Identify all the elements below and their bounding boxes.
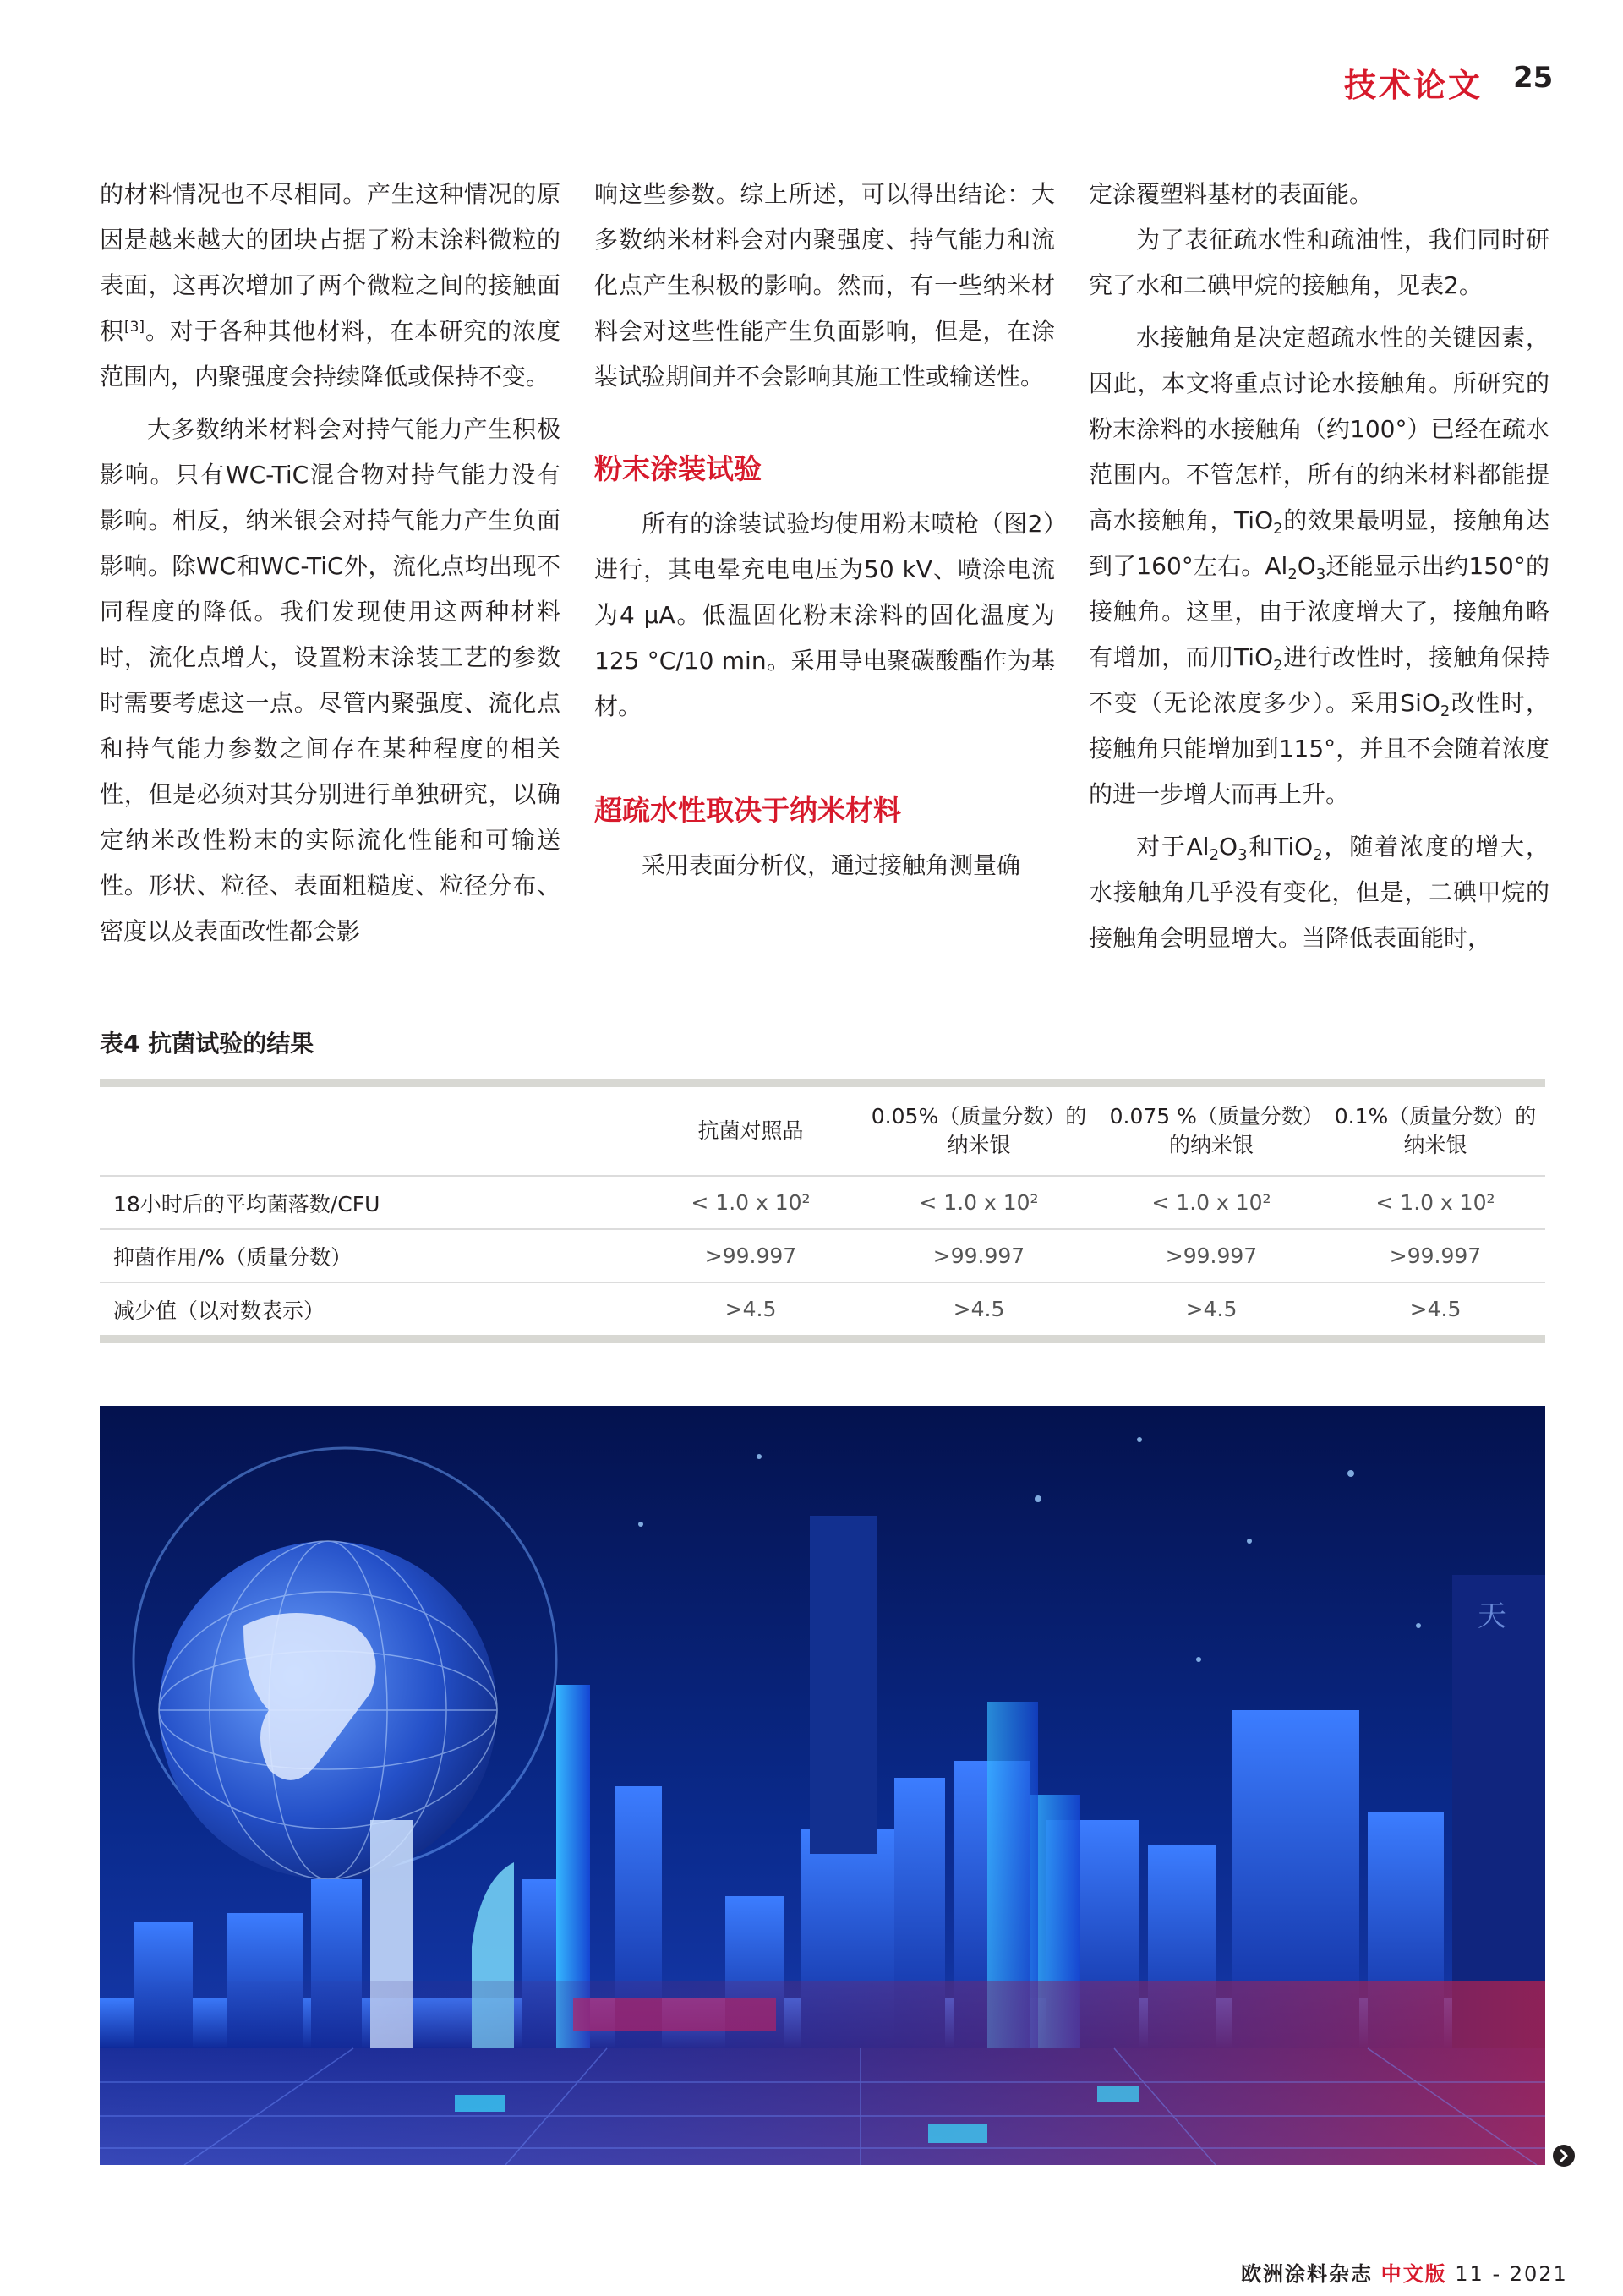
citation-ref[interactable]: [3] <box>123 319 145 336</box>
table-cell: >99.997 <box>1325 1229 1545 1282</box>
paragraph: 的材料情况也不尽相同。产生这种情况的原因是越来越大的团块占据了粉末涂料微粒的表面，这再次增加了两个微粒之间的接触面积[3]。对于各种其他材料，在本研究的浓度范围内，内聚强度会持续降低或保持不变。 <box>100 180 560 391</box>
paragraph: 为了表征疏水性和疏油性，我们同时研究了水和二碘甲烷的接触角，见表2。 <box>1089 226 1549 299</box>
table-title: 表4 抗菌试验的结果 <box>100 1030 314 1058</box>
paragraph: 所有的涂装试验均使用粉末喷枪（图2）进行，其电晕充电电压为50 kV、喷涂电流为4 µA。低温固化粉末涂料的固化温度为125 °C/10 min。采用导电聚碳酸酯作为基材。 <box>594 510 1055 720</box>
table-header: 抗菌对照品 <box>641 1083 861 1176</box>
table-cell: < 1.0 x 10² <box>861 1176 1097 1229</box>
table-row <box>100 1176 1545 1229</box>
text-column-2 <box>594 172 1055 888</box>
paragraph: 大多数纳米材料会对持气能力产生积极影响。只有WC-TiC混合物对持气能力没有影响。相反，纳米银会对持气能力产生负面影响。除WC和WC-TiC外，流化点均出现不同程度的降低。我们发现使用这两种材料时，流化点增大，设置粉末涂装工艺的参数时需要考虑这一点。尽管内聚强度、流化点和持气能力参数之间存在某种程度的相关性，但是必须对其分别进行单独研究，以确定纳米改性粉末的实际流化性能和可输送性。形状、粒径、表面粗糙度、粒径分布、密度以及表面改性都会影 <box>100 415 560 945</box>
section-heading-powder-coating: 粉末涂装试验 <box>594 452 762 485</box>
table-cell: < 1.0 x 10² <box>1097 1176 1325 1229</box>
table-cell: >99.997 <box>1097 1229 1325 1282</box>
row-label: 18小时后的平均菌落数/CFU <box>100 1176 641 1229</box>
table-cell: >99.997 <box>861 1229 1097 1282</box>
table-cell: < 1.0 x 10² <box>1325 1176 1545 1229</box>
section-title: 技术论文 <box>1344 67 1484 104</box>
issue-number: 11 - 2021 <box>1455 2262 1568 2286</box>
city-globe-illustration <box>100 1406 1545 2165</box>
row-label: 抑菌作用/%（质量分数） <box>100 1229 641 1282</box>
footer <box>1241 2257 1568 2287</box>
table-header: 0.1%（质量分数）的纳米银 <box>1325 1083 1545 1176</box>
table-header: 0.075 %（质量分数）的纳米银 <box>1097 1083 1325 1176</box>
table-header-row <box>100 1083 1545 1176</box>
next-page-arrow-icon[interactable] <box>1552 2144 1576 2168</box>
table-cell: >99.997 <box>641 1229 861 1282</box>
table-cell: >4.5 <box>953 1297 1005 1321</box>
paragraph: 水接触角是决定超疏水性的关键因素，因此，本文将重点讨论水接触角。所研究的粉末涂料的水接触角（约100°）已经在疏水范围内。不管怎样，所有的纳米材料都能提高水接触角，TiO$_2$的效果最明显，接触角达到了160°左右。$Al_2O_3$还能显示出约150°的接触角。这里，由于浓度增大了，接触角略有增加，而用TiO$_2$进行改性时，接触角保持不变（无论浓度多少）。采用SiO$_2$改性时，接触角只能增加到115°，并且不会随着浓度的进一步增大而再上升。 <box>1089 324 1549 808</box>
table-row <box>100 1229 1545 1282</box>
edition-label: 中文版 <box>1380 2262 1447 2286</box>
table-header: 0.05%（质量分数）的纳米银 <box>861 1083 1097 1176</box>
paragraph: 对于$Al_2O_3$和TiO$_2$，随着浓度的增大，水接触角几乎没有变化，但是，二碘甲烷的接触角会明显增大。当降低表面能时， <box>1089 833 1549 952</box>
table-header <box>100 1083 641 1176</box>
paragraph: 定涂覆塑料基材的表面能。 <box>1089 180 1374 208</box>
table-row <box>100 1282 1545 1339</box>
magazine-name: 欧洲涂料杂志 <box>1241 2262 1373 2286</box>
sign-text: 天 <box>1478 1599 1506 1633</box>
table-cell: >4.5 <box>724 1297 777 1321</box>
text-column-3 <box>1089 172 1549 961</box>
city-skyline-graphic <box>100 1406 1545 2165</box>
paragraph: 响这些参数。综上所述，可以得出结论：大多数纳米材料会对内聚强度、持气能力和流化点产生积极的影响。然而，有一些纳米材料会对这些性能产生负面影响，但是，在涂装试验期间并不会影响其施工性或输送性。 <box>594 180 1055 391</box>
antibacterial-results-table <box>100 1079 1545 1343</box>
table-cell: >4.5 <box>1409 1297 1462 1321</box>
table-cell: < 1.0 x 10² <box>641 1176 861 1229</box>
paragraph: 采用表面分析仪，通过接触角测量确 <box>642 851 1021 879</box>
page-number: 25 <box>1513 61 1554 95</box>
table-cell: >4.5 <box>1185 1297 1238 1321</box>
section-heading-superhydrophobic: 超疏水性取决于纳米材料 <box>594 794 901 827</box>
row-label: 减少值（以对数表示） <box>113 1298 325 1323</box>
text-column-1 <box>100 172 560 954</box>
